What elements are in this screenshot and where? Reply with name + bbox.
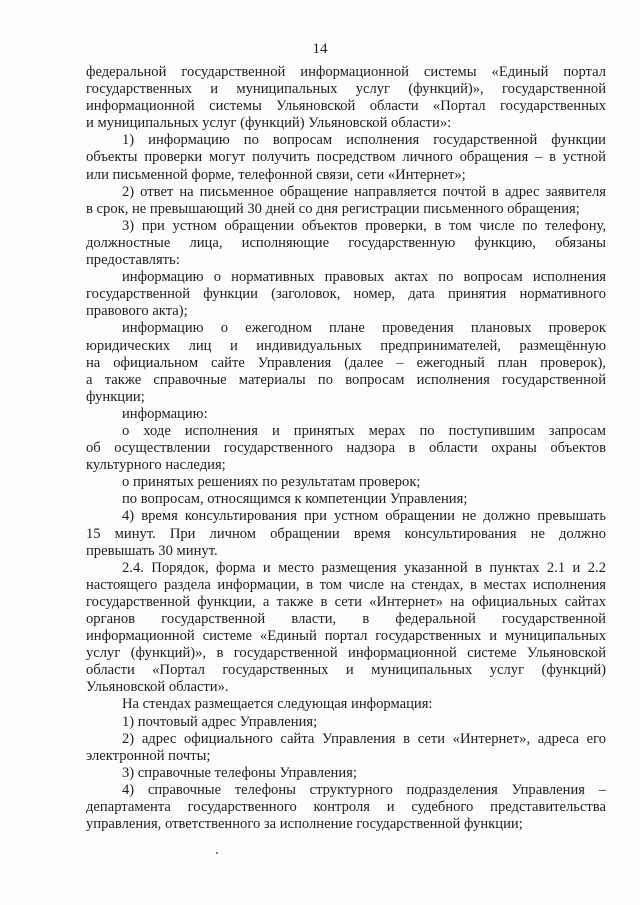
text-line: государственной функции, а также в сети «Интернет» на официальных сайтах: [86, 593, 606, 610]
text-line: превышать 30 минут.: [86, 542, 218, 559]
text-line: правового акта);: [86, 303, 188, 320]
text-line: об осуществлении государственного надзора в области охраны объектов: [86, 440, 606, 457]
text-line: в срок, не превышающий 30 дней со дня регистрации письменного обращения;: [86, 200, 580, 217]
text-line: 4) время консультирования при устном обращении не должно превышать: [122, 508, 606, 525]
text-line: предоставлять:: [86, 252, 180, 269]
text-line: электронной почты;: [86, 747, 211, 764]
page-number: 14: [312, 41, 328, 57]
text-line: 4) справочные телефоны структурного подразделения Управления –: [122, 781, 606, 798]
text-line: 2.4. Порядок, форма и место размещения указанной в пунктах 2.1 и 2.2: [122, 559, 606, 576]
text-line: области «Портал государственных и муниципальных услуг (функций): [86, 662, 606, 679]
text-line: культурного наследия;: [86, 457, 226, 474]
scan-speck: [216, 852, 218, 854]
text-line: или письменной форме, телефонной связи, сети «Интернет»;: [86, 166, 466, 183]
text-line: о принятых решениях по результатам проверок;: [122, 474, 421, 491]
text-line: департамента государственного контроля и судебного представительства: [86, 799, 606, 816]
text-line: государственных и муниципальных услуг (функций)», государственной: [86, 81, 606, 98]
text-line: федеральной государственной информационной системы «Единый портал: [86, 64, 606, 80]
text-line: функции;: [86, 388, 145, 405]
text-line: 1) почтовый адрес Управления;: [122, 713, 318, 730]
text-line: на официальном сайте Управления (далее – ежегодный план проверок),: [86, 354, 606, 371]
text-line: настоящего раздела информации, в том числе на стендах, в местах исполнения: [86, 576, 606, 593]
text-line: информационной системы Ульяновской области «Портал государственных: [86, 98, 606, 115]
text-line: информацию:: [122, 405, 208, 422]
text-line: должностные лица, исполняющие государственную функцию, обязаны: [86, 234, 606, 251]
text-line: органов государственной власти, в федеральной государственной: [86, 611, 606, 627]
text-line: Ульяновской области».: [86, 679, 229, 696]
text-line: 2) адрес официального сайта Управления в сети «Интернет», адреса его: [122, 730, 606, 747]
text-line: и муниципальных услуг (функций) Ульяновской области»:: [86, 115, 452, 132]
text-line: государственной функции (заголовок, номер, дата принятия нормативного: [86, 286, 606, 303]
text-line: 15 минут. При личном обращении время консультирования не должно: [86, 525, 606, 542]
text-line: по вопросам, относящимся к компетенции Управления;: [122, 491, 468, 508]
text-line: объекты проверки могут получить посредством личного обращения – в устной: [86, 149, 606, 166]
text-line: информацию о ежегодном плане проведения плановых проверок: [122, 320, 606, 337]
text-line: о ходе исполнения и принятых мерах по поступившим запросам: [122, 422, 606, 439]
text-line: управления, ответственного за исполнение государственной функции;: [86, 816, 523, 833]
text-line: а также справочные материалы по вопросам исполнения государственной: [86, 371, 606, 388]
text-line: 3) справочные телефоны Управления;: [122, 764, 357, 781]
text-line: На стендах размещается следующая информация:: [122, 696, 433, 713]
document-body: [86, 64, 606, 833]
text-line: информацию о нормативных правовых актах по вопросам исполнения: [122, 269, 606, 286]
text-line: информационной системе «Единый портал государственных и муниципальных: [86, 628, 606, 645]
text-line: 2) ответ на письменное обращение направляется почтой в адрес заявителя: [122, 183, 606, 200]
text-line: 3) при устном обращении объектов проверки, в том числе по телефону,: [122, 217, 606, 234]
text-line: 1) информацию по вопросам исполнения государственной функции: [122, 132, 606, 149]
text-line: юридических лиц и индивидуальных предпринимателей, размещённую: [86, 337, 606, 354]
text-line: услуг (функций)», в государственной информационной системе Ульяновской: [86, 645, 606, 662]
